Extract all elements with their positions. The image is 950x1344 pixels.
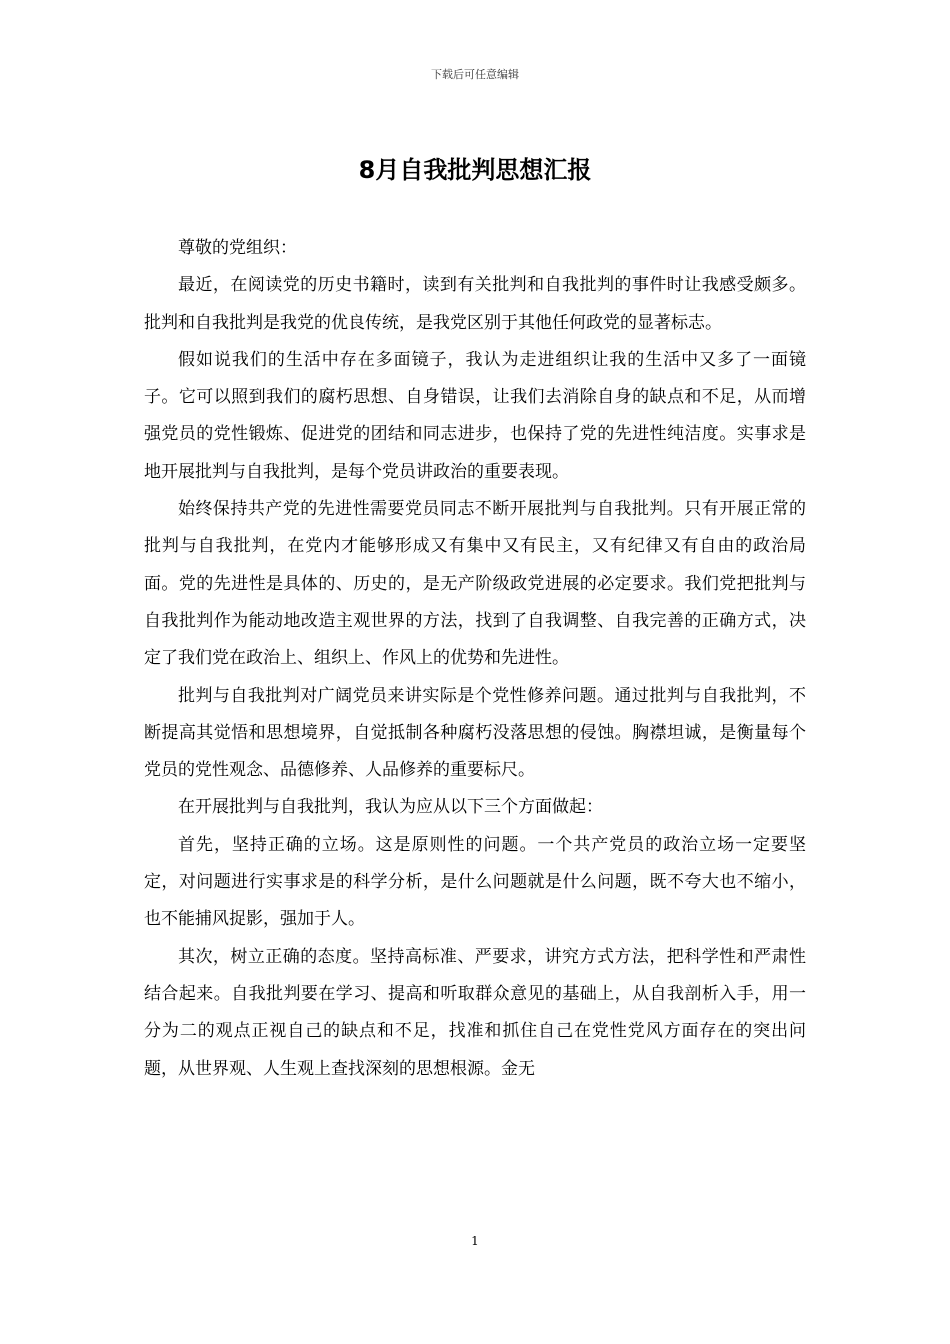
salutation: 尊敬的党组织： (178, 238, 297, 258)
document-title: 8月自我批判思想汇报 (358, 156, 592, 184)
document-body (144, 230, 806, 1088)
body-paragraph: 最近，在阅读党的历史书籍时，读到有关批判和自我批判的事件时让我感受颇多。批判和自我批判是我党的优良传统，是我党区别于其他任何政党的显著标志。 (144, 275, 806, 333)
body-paragraph: 在开展批判与自我批判，我认为应从以下三个方面做起： (178, 797, 603, 818)
body-paragraph: 首先，坚持正确的立场。这是原则性的问题。一个共产党员的政治立场一定要坚定，对问题进行实事求是的科学分析，是什么问题就是什么问题，既不夸大也不缩小，也不能捕风捉影，强加于人。 (144, 834, 806, 930)
body-paragraph: 始终保持共产党的先进性需要党员同志不断开展批判与自我批判。只有开展正常的批判与自我批判，在党内才能够形成又有集中又有民主，又有纪律又有自由的政治局面。党的先进性是具体的、历史的，是无产阶级政党进展的必定要求。我们党把批判与自我批判作为能动地改造主观世界的方法，找到了自我调整、自我完善的正确方式，决定了我们党在政治上、组织上、作风上的优势和先进性。 (144, 499, 806, 669)
body-paragraph: 其次，树立正确的态度。坚持高标准、严要求，讲究方式方法，把科学性和严肃性结合起来。自我批判要在学习、提高和听取群众意见的基础上，从自我剖析入手，用一分为二的观点正视自己的缺点和不足，找准和抓住自己在党性党风方面存在的突出问题，从世界观、人生观上查找深刻的思想根源。金无 (144, 946, 806, 1079)
page-number: 1 (471, 1234, 479, 1248)
page-header-note: 下载后可任意编辑 (431, 68, 519, 81)
body-paragraph: 批判与自我批判对广阔党员来讲实际是个党性修养问题。通过批判与自我批判，不断提高其觉悟和思想境界，自觉抵制各种腐朽没落思想的侵蚀。胸襟坦诚，是衡量每个党员的党性观念、品德修养、人品修养的重要标尺。 (144, 685, 806, 781)
body-paragraph: 假如说我们的生活中存在多面镜子，我认为走进组织让我的生活中又多了一面镜子。它可以照到我们的腐朽思想、自身错误，让我们去消除自身的缺点和不足，从而增强党员的党性锻炼、促进党的团结和同志进步，也保持了党的先进性纯洁度。实事求是地开展批判与自我批判，是每个党员讲政治的重要表现。 (144, 349, 806, 482)
